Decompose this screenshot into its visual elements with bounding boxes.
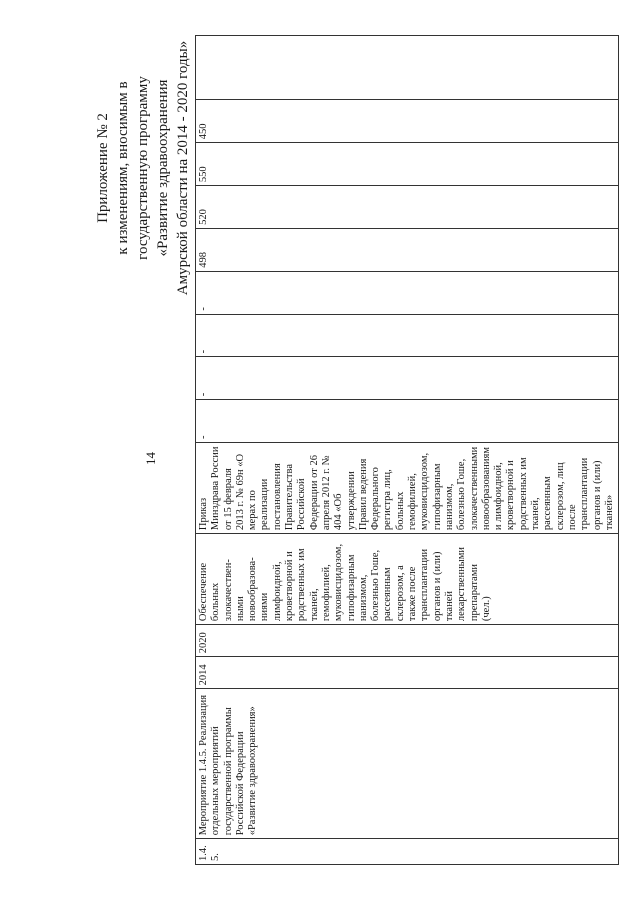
heading-line: государственную программу bbox=[135, 76, 151, 260]
program-table bbox=[195, 35, 613, 865]
heading-line: к изменениям, вносимым в bbox=[115, 81, 131, 255]
value-cell: - bbox=[196, 400, 619, 443]
value-cell: - bbox=[196, 314, 619, 357]
end-year: 2020 bbox=[196, 625, 619, 657]
heading-line: «Развитие здравоохранения bbox=[155, 79, 171, 257]
activity-title: Мероприятие 1.4.5. Реализация отдельных мероприятий государственной программы Российской Федерации «Развитие здравоохранения» bbox=[196, 689, 619, 839]
value-cell: 498 bbox=[196, 228, 619, 271]
value-cell: 550 bbox=[196, 143, 619, 186]
appendix-heading bbox=[93, 18, 193, 318]
value-cell: - bbox=[196, 357, 619, 400]
legal-basis: Приказ Минздрава России от 15 февраля 2013 г. № 69н «О мерах по реализации постановления Правительства Российской Федерации от 26 апреля 2012 г. № 404 «Об утверждении Правил ведения Федерального регистра лиц, больных гемофилией, муковисцидозом, гипофизарным нанизмом, болезнью Гоше, злокачественными новообразованиями лимфоидной, кроветворной и родственных им тканей, рассеянным склерозом, лиц после трансплантации органов и (или) тканей» bbox=[196, 443, 619, 534]
heading-line: Приложение № 2 bbox=[95, 113, 111, 223]
value-cell: - bbox=[196, 271, 619, 314]
value-cell: 450 bbox=[196, 100, 619, 143]
table-row bbox=[196, 36, 619, 865]
value-cell: 520 bbox=[196, 186, 619, 229]
empty-cell bbox=[196, 36, 619, 100]
row-number: 1.4.5. bbox=[196, 839, 619, 865]
indicator-description: Обеспечение больных злокачествен-ными новообразова-ниями лимфоидной, кроветворной и родственных им тканей, гемофилией, муковисцидозом, гипофизарным нанизмом, болезнью Гоше, рассеянным склерозом, а также после трансплантации органов и (или) тканей лекарственными препаратами (чел.) bbox=[196, 534, 619, 625]
start-year: 2014 bbox=[196, 657, 619, 689]
heading-line: Амурской области на 2014 - 2020 годы» bbox=[175, 40, 191, 296]
page-number: 14 bbox=[143, 452, 158, 465]
